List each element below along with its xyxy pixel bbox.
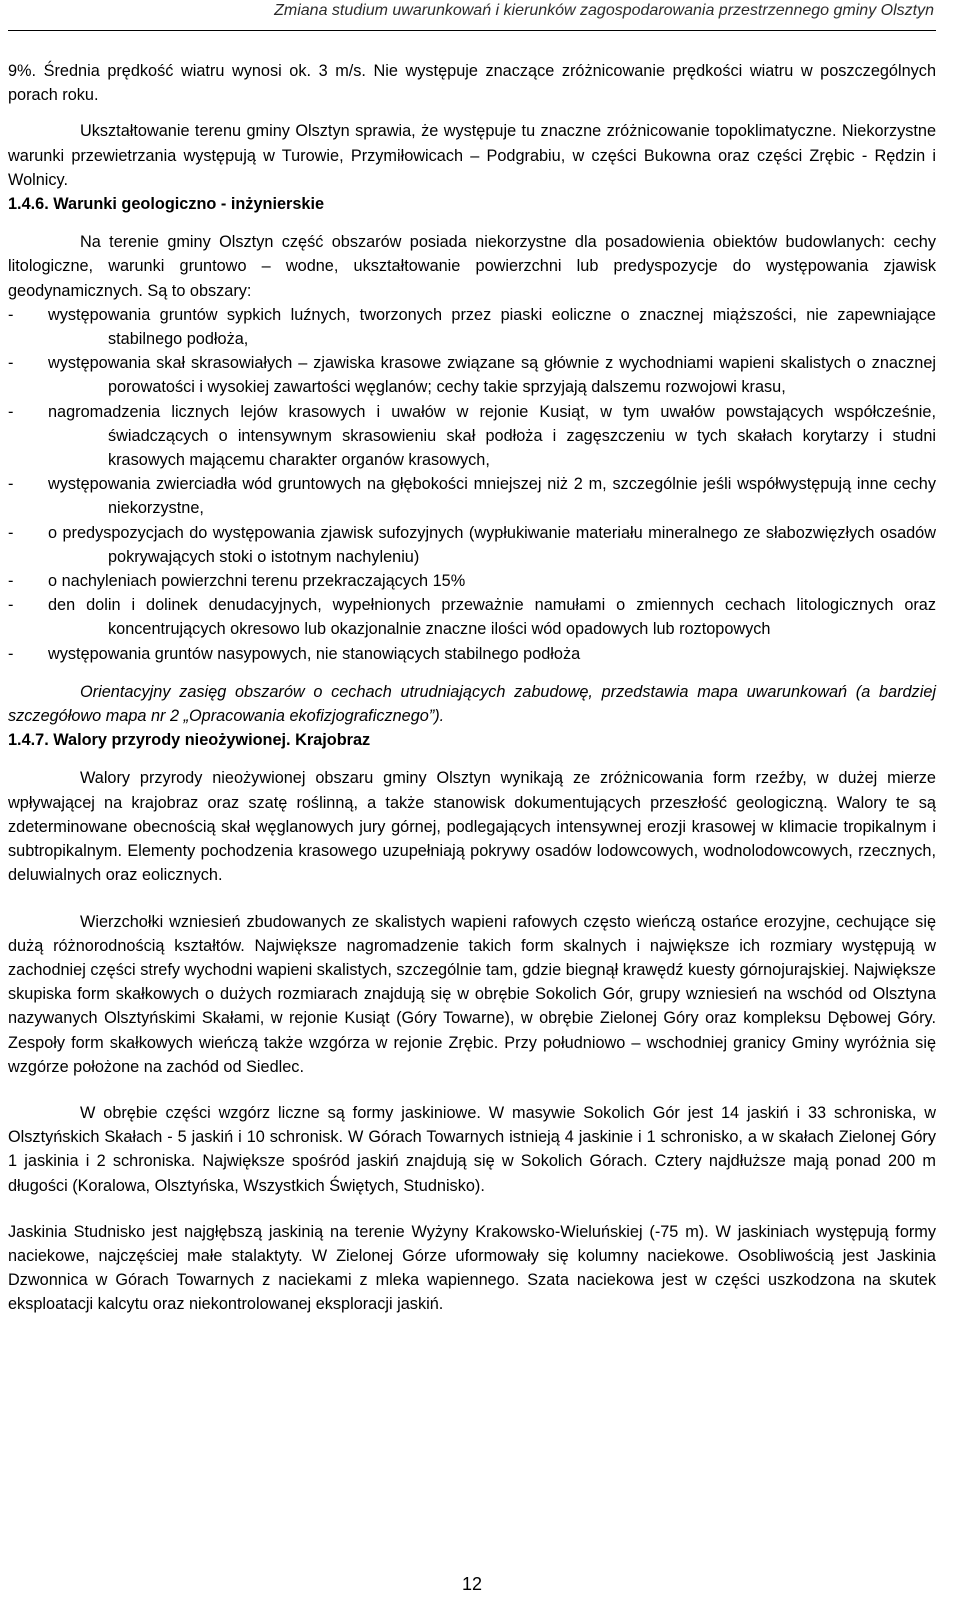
list-item — [8, 303, 936, 351]
section-heading-landscape: 1.4.7. Walory przyrody nieożywionej. Krajobraz — [8, 731, 371, 750]
list-item-text: występowania skał skrasowiałych – zjawiska krasowe związane są głównie z wychodniami wapieni skalistych o znacznej porowatości i wysokiej zawartości węglanów; cechy takie sprzyjają dalszemu rozwojowi krasu, — [48, 354, 936, 397]
list-dash: - — [8, 305, 14, 324]
list-item — [8, 351, 936, 399]
list-item-text: o predyspozycjach do występowania zjawisk sufozyjnych (wypłukiwanie materiału mineralnego ze słabozwięzłych osadów pokrywających stoki o istotnym nachyleniu) — [48, 523, 936, 566]
geological-conditions-list — [8, 303, 936, 666]
list-dash: - — [8, 475, 14, 494]
list-dash: - — [8, 596, 14, 615]
list-item — [8, 472, 936, 520]
document-page — [8, 0, 936, 1601]
list-dash: - — [8, 644, 14, 663]
paragraph-landscape-2: Wierzchołki wzniesień zbudowanych ze skalistych wapieni rafowych często wieńczą ostańce erozyjne, cechujące się dużą różnorodnością kształtów. Największe nagromadzenie takich form skalnych i największe ich rozmiary występują w zachodniej części strefy wychodni wapieni skalistych, szczególnie tam, gdzie biegnął krawędź kuesty górnojurajskiej. Największe skupiska form skałkowych o dużych rozmiarach znajdują się w obrębie Sokolich Gór, grupy wzniesień na wschód od Olsztyna nazywanych Olsztyńskimi Skałami, w rejonie Kusiąt (Góry Towarne), w obrębie Zielonej Góry oraz kompleksu Dębowej Góry. Zespoły form skałkowych wieńczą także wzgórza w rejonie Zrębic. Przy południowo – wschodniej granicy Gminy wyróżnia się wzgórze położone na zachód od Siedlec. — [8, 912, 936, 1076]
paragraph-landscape-1: Walory przyrody nieożywionej obszaru gminy Olsztyn wynikają ze zróżnicowania form rzeźby, w dużej mierze wpływającej na krajobraz oraz szatę roślinną, a także stanowisk dokumentujących przeszłość geologiczną. Walory te są zdeterminowane obecnością skał węglanowych jury górnej, podlegających intensywnej erozji krasowej w klimacie tropikalnym i subtropikalnym. Elementy pochodzenia krasowego uzupełniają pokrywy osadów lodowcowych, wodnolodowcowych, rzecznych, deluwialnych oraz eolicznych. — [8, 769, 936, 885]
page-number: 12 — [461, 1574, 483, 1594]
list-item-text: den dolin i dolinek denudacyjnych, wypełnionych przeważnie namułami o zmiennych cechach litologicznych oraz koncentrujących okresowo lub okazjonalnie znaczne ilości wód opadowych lub roztopowych — [48, 596, 936, 639]
paragraph-landscape-3: W obrębie części wzgórz liczne są formy jaskiniowe. W masywie Sokolich Gór jest 14 jaskiń i 33 schroniska, w Olsztyńskich Skałach - 5 jaskiń i 10 schronisk. W Górach Towarnych istnieją 4 jaskinie i 1 schronisko, a w skałach Zielonej Góry 1 jaskinia i 2 schroniska. Największe spośród jaskiń znajdują się w Sokolich Górach. Cztery najdłuższe mają ponad 200 m długości (Koralowa, Olsztyńska, Wszystkich Świętych, Studnisko). — [8, 1103, 936, 1195]
list-item — [8, 642, 936, 666]
list-dash: - — [8, 523, 14, 542]
section-heading-geological: 1.4.6. Warunki geologiczno - inżynierskie — [8, 195, 325, 214]
header-rule — [8, 30, 936, 31]
list-item — [8, 521, 936, 569]
page-content — [8, 59, 936, 1317]
list-item-text: o nachyleniach powierzchni terenu przekraczających 15% — [48, 572, 466, 591]
list-dash: - — [8, 354, 14, 373]
running-header: Zmiana studium uwarunkowań i kierunków zagospodarowania przestrzennego gminy Olsztyn — [274, 2, 934, 19]
list-item-text: nagromadzenia licznych lejów krasowych i uwałów w rejonie Kusiąt, w tym uwałów powstających współcześnie, świadczących o intensywnym skrasowieniu skał podłoża i zagęszczeniu w tych skałach korytarzy i studni krasowych mającemu charakter organów krasowych, — [48, 402, 936, 470]
list-item — [8, 593, 936, 641]
paragraph-wind-speed: 9%. Średnia prędkość wiatru wynosi ok. 3 m/s. Nie występuje znaczące zróżnicowanie prędkości wiatru w poszczególnych porach roku. — [8, 62, 936, 105]
paragraph-landscape-4: Jaskinia Studnisko jest najgłębszą jaskinią na terenie Wyżyny Krakowsko-Wieluńskiej (-75 m). W jaskiniach występują formy naciekowe, najczęściej małe stalaktyty. W Zielonej Górze uformowały się kolumny naciekowe. Osobliwością jest Jaskinia Dzwonnica w Górach Towarnych z naciekami z mleka wapiennego. Szata naciekowa jest w części uszkodzona na skutek eksploatacji kalcytu oraz niekontrolowanej eksploracji jaskiń. — [8, 1222, 936, 1314]
paragraph-topoclimate: Ukształtowanie terenu gminy Olsztyn sprawia, że występuje tu znaczne zróżnicowanie topoklimatyczne. Niekorzystne warunki przewietrzania występują w Turowie, Przymiłowicach – Podgrabiu, w części Bukowna oraz części Zrębic - Rędzin i Wolnicy. — [8, 122, 936, 189]
list-item — [8, 569, 936, 593]
list-dash: - — [8, 572, 14, 591]
list-item-text: występowania gruntów sypkich luźnych, tworzonych przez piaski eoliczne o znacznej miąższości, nie zapewniające stabilnego podłoża, — [48, 305, 936, 349]
list-item-text: występowania zwierciadła wód gruntowych na głębokości mniejszej niż 2 m, szczególnie jeśli współwystępują inne cechy niekorzystne, — [48, 475, 936, 518]
paragraph-map-note: Orientacyjny zasięg obszarów o cechach utrudniających zabudowę, przedstawia mapa uwarunkowań (a bardziej szczegółowo mapa nr 2 „Opracowania ekofizjograficznego”). — [8, 682, 936, 726]
list-item-text: występowania gruntów nasypowych, nie stanowiących stabilnego podłoża — [48, 644, 581, 663]
list-item — [8, 400, 936, 473]
list-dash: - — [8, 402, 14, 421]
paragraph-geological-intro: Na terenie gminy Olsztyn część obszarów posiada niekorzystne dla posadowienia obiektów budowlanych: cechy litologiczne, warunki gruntowo – wodne, ukształtowanie powierzchni lub predyspozycje do występowania zjawisk geodynamicznych. Są to obszary: — [8, 233, 936, 300]
